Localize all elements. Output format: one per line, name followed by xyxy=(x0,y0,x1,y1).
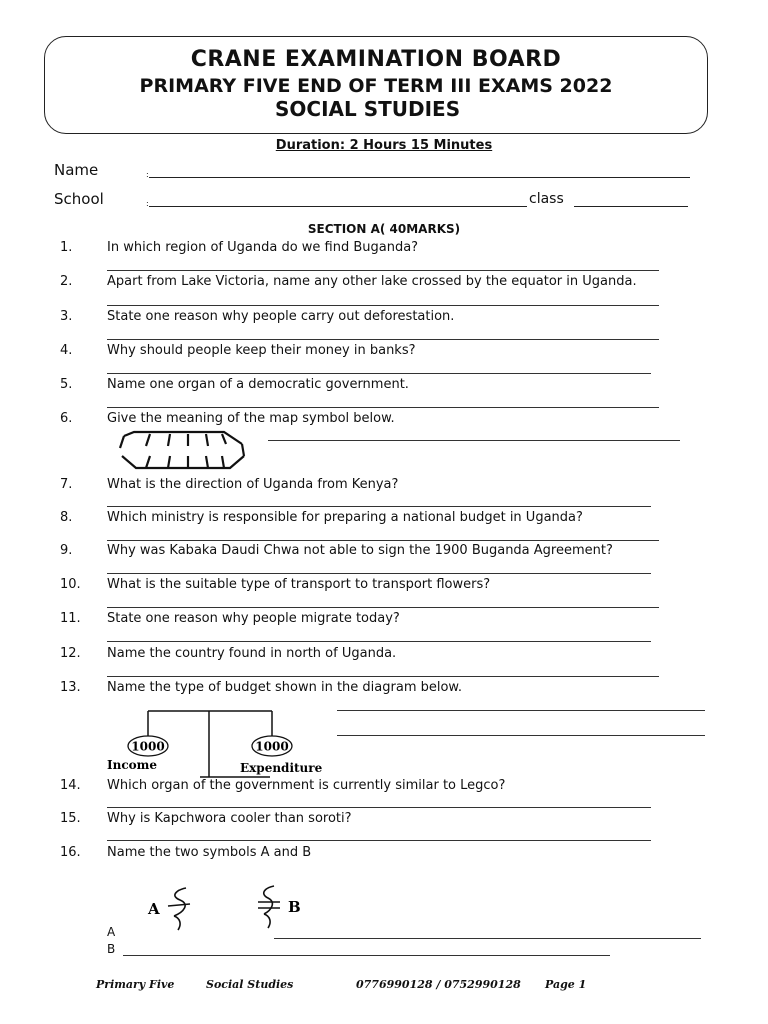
question-text: Which organ of the government is currently similar to Legco? xyxy=(107,778,506,793)
question-number: 16. xyxy=(60,845,81,860)
answer-line[interactable] xyxy=(107,573,651,574)
expenditure-value: 1000 xyxy=(255,739,289,754)
question-text: Name the type of budget shown in the diagram below. xyxy=(107,680,463,695)
question-text: Apart from Lake Victoria, name any other lake crossed by the equator in Uganda. xyxy=(107,274,637,289)
subject-title: SOCIAL STUDIES xyxy=(275,97,461,121)
symbol-a-label: A xyxy=(148,900,160,918)
question-text: Which ministry is responsible for preparing a national budget in Uganda? xyxy=(107,510,583,525)
school-label: School xyxy=(54,190,104,208)
answer-line[interactable] xyxy=(107,607,659,608)
answer-b-label: B xyxy=(107,942,116,956)
income-label: Income xyxy=(107,758,157,772)
answer-line[interactable] xyxy=(107,407,659,408)
question-text: What is the direction of Uganda from Kenya? xyxy=(107,477,399,492)
question-number: 4. xyxy=(60,343,73,358)
question-number: 14. xyxy=(60,778,81,793)
symbol-a-bar xyxy=(168,904,190,906)
answer-line[interactable] xyxy=(268,440,680,441)
question-number: 8. xyxy=(60,510,73,525)
question-number: 15. xyxy=(60,811,81,826)
school-field[interactable] xyxy=(149,206,527,207)
school-colon: : xyxy=(146,199,149,208)
board-title: CRANE EXAMINATION BOARD xyxy=(190,47,562,72)
symbols-figure xyxy=(140,882,320,932)
exam-title: PRIMARY FIVE END OF TERM III EXAMS 2022 xyxy=(139,75,613,97)
header-box xyxy=(44,36,708,134)
question-number: 12. xyxy=(60,646,81,661)
question-text: Why should people keep their money in banks? xyxy=(107,343,416,358)
answer-line[interactable] xyxy=(107,676,659,677)
question-text: State one reason why people carry out deforestation. xyxy=(107,309,455,324)
income-value: 1000 xyxy=(131,739,165,754)
budget-diagram xyxy=(100,705,330,785)
question-number: 9. xyxy=(60,543,73,558)
question-number: 3. xyxy=(60,309,73,324)
answer-line[interactable] xyxy=(107,641,651,642)
footer-page: Page 1 xyxy=(545,978,587,991)
question-text: In which region of Uganda do we find Buganda? xyxy=(107,240,419,255)
name-label: Name xyxy=(54,161,99,179)
symbol-a-icon xyxy=(174,888,186,930)
question-text: Why was Kabaka Daudi Chwa not able to sign the 1900 Buganda Agreement? xyxy=(107,543,613,558)
answer-line[interactable] xyxy=(107,840,651,841)
class-field[interactable] xyxy=(574,206,688,207)
question-number: 11. xyxy=(60,611,81,626)
question-text: Name the country found in north of Uganda. xyxy=(107,646,397,661)
question-number: 5. xyxy=(60,377,73,392)
answer-line[interactable] xyxy=(107,305,659,306)
question-number: 10. xyxy=(60,577,81,592)
footer-phones: 0776990128 / 0752990128 xyxy=(356,978,521,991)
map-symbol-icon xyxy=(120,432,244,468)
question-text: Why is Kapchwora cooler than soroti? xyxy=(107,811,352,826)
answer-line[interactable] xyxy=(107,807,651,808)
answer-line[interactable] xyxy=(107,373,651,374)
question-text: Name the two symbols A and B xyxy=(107,845,312,860)
answer-line[interactable] xyxy=(337,710,705,711)
name-field[interactable] xyxy=(149,177,690,178)
answer-line[interactable] xyxy=(107,506,651,507)
answer-a-label: A xyxy=(107,925,116,939)
question-text: Name one organ of a democratic government. xyxy=(107,377,409,392)
question-number: 2. xyxy=(60,274,73,289)
answer-line[interactable] xyxy=(107,339,659,340)
footer-subject: Social Studies xyxy=(206,978,294,991)
symbol-b-label: B xyxy=(288,898,301,916)
answer-line-a[interactable] xyxy=(274,938,701,939)
footer-class: Primary Five xyxy=(96,978,175,991)
answer-line[interactable] xyxy=(107,540,659,541)
name-colon: : xyxy=(146,170,149,179)
question-text: Give the meaning of the map symbol below. xyxy=(107,411,395,426)
map-symbol-figure xyxy=(114,430,254,476)
question-number: 7. xyxy=(60,477,73,492)
answer-line-b[interactable] xyxy=(123,955,610,956)
question-text: What is the suitable type of transport to transport flowers? xyxy=(107,577,491,592)
class-label: class xyxy=(529,191,564,207)
duration: Duration: 2 Hours 15 Minutes xyxy=(275,138,493,153)
question-number: 6. xyxy=(60,411,73,426)
section-title: SECTION A( 40MARKS) xyxy=(307,222,461,236)
expenditure-label: Expenditure xyxy=(240,761,323,775)
symbol-b-icon xyxy=(264,886,274,928)
answer-line[interactable] xyxy=(337,735,705,736)
question-number: 13. xyxy=(60,680,81,695)
answer-line[interactable] xyxy=(107,270,659,271)
question-text: State one reason why people migrate today? xyxy=(107,611,400,626)
question-number: 1. xyxy=(60,240,73,255)
